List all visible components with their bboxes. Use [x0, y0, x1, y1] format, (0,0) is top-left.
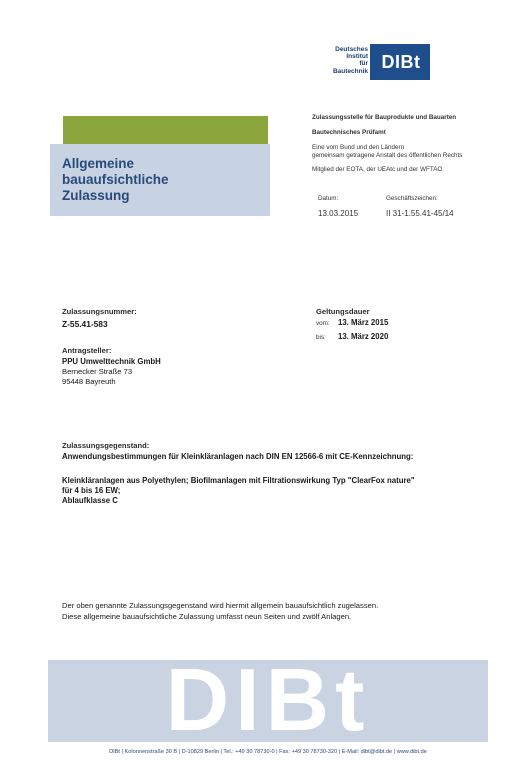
- statement-line1: Der oben genannte Zulassungsgegenstand wird hiermit allgemein bauaufsichtlich zugelassen.: [62, 601, 379, 610]
- validity-to-value: 13. März 2020: [338, 332, 389, 341]
- applicant-street: Bernecker Straße 73: [62, 367, 133, 376]
- agency-line5: Mitglied der EOTA, der UEAtc und der WFTAO: [312, 166, 443, 173]
- subject-line: für 4 bis 16 EW;: [62, 486, 121, 495]
- applicant-label: Antragsteller:: [62, 346, 112, 355]
- agency-line4: gemeinsam getragene Anstalt des öffentlichen Rechts: [312, 152, 463, 159]
- subject-description: [62, 476, 415, 506]
- approval-number-value: Z-55.41-583: [62, 319, 108, 329]
- green-accent-bar: [63, 116, 268, 144]
- footer-contact: DIBt | Kolonnenstraße 30 B | D-10829 Berlin | Tel.: +49 30 78730-0 | Fax: +49 30 78730-320 | E-Mail: dibt@dibt.de | www.dibt.de: [109, 749, 427, 755]
- applicant-address: [62, 357, 161, 387]
- subject-line: Ablaufklasse C: [62, 496, 118, 505]
- applicant-name: PPU Umwelttechnik GmbH: [62, 357, 161, 366]
- subject-line: Kleinkläranlagen aus Polyethylen; Biofilmanlagen mit Filtrationswirkung Typ "ClearFox nature": [62, 476, 415, 485]
- title-line: Zulassung: [62, 188, 130, 203]
- date-label: Datum:: [318, 195, 339, 202]
- title-line: bauaufsichtliche: [62, 172, 169, 187]
- validity-label: Geltungsdauer: [316, 307, 370, 316]
- document-title: [62, 156, 169, 204]
- agency-line2: Bautechnisches Prüfamt: [312, 129, 386, 136]
- date-value: 13.03.2015: [318, 209, 359, 218]
- validity-to-label: bis:: [316, 334, 326, 341]
- subject-label: Zulassungsgegenstand:: [62, 441, 150, 450]
- approval-number-label: Zulassungsnummer:: [62, 307, 137, 316]
- footer-dibt-mark: DIBt: [165, 654, 371, 740]
- title-line: Allgemeine: [62, 156, 135, 171]
- statement-line2: Diese allgemeine bauaufsichtliche Zulassung umfasst neun Seiten und zwölf Anlagen.: [62, 612, 352, 621]
- logo-institute-name: [318, 46, 368, 75]
- agency-line1: Zulassungsstelle für Bauprodukte und Bauarten: [312, 114, 457, 121]
- dibt-logo-mark: DIBt: [372, 44, 430, 80]
- validity-from-value: 13. März 2015: [338, 318, 389, 327]
- logo-line: für: [359, 60, 368, 68]
- agency-line3: Eine vom Bund und den Ländern: [312, 144, 405, 151]
- applicant-city: 95448 Bayreuth: [62, 377, 116, 386]
- validity-from-label: vom:: [316, 320, 330, 327]
- logo-line: Deutsches: [335, 46, 368, 53]
- reference-value: II 31-1.55.41-45/14: [386, 209, 454, 218]
- reference-label: Geschäftszeichen:: [386, 195, 438, 202]
- logo-line: Institut: [346, 53, 368, 61]
- logo-line: Bautechnik: [332, 67, 368, 75]
- subject-heading: Anwendungsbestimmungen für Kleinkläranlagen nach DIN EN 12566-6 mit CE-Kennzeichnung:: [62, 452, 414, 461]
